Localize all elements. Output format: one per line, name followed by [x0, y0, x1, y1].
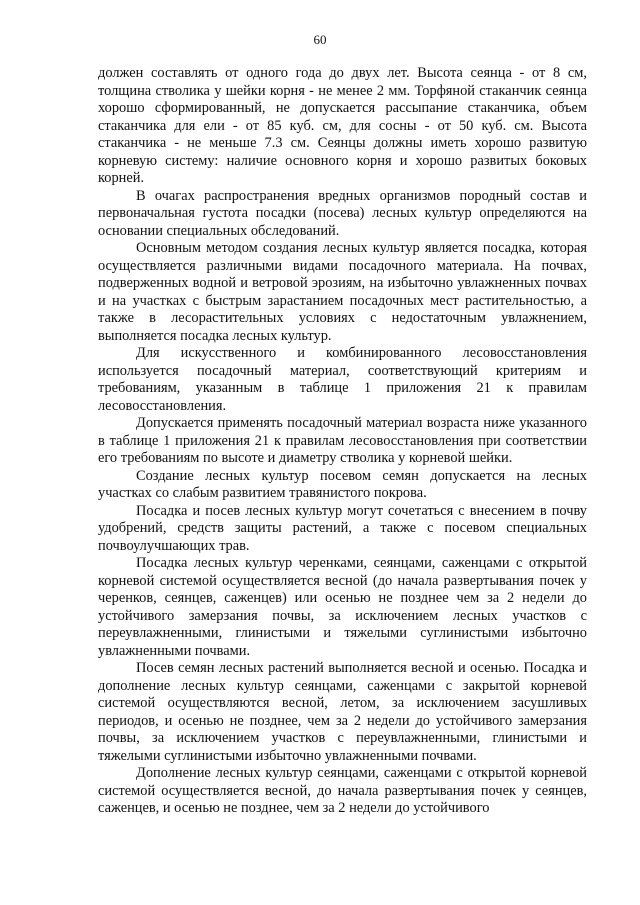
paragraph-pest-foci: В очагах распространения вредных организмов породный состав и первоначальная густота посадки (посева) лесных культур определяются на основании специальных обследований. — [98, 187, 587, 239]
page-number: 60 — [313, 32, 327, 47]
paragraph-supplementing: Дополнение лесных культур сеянцами, саженцами с открытой корневой системой осуществляется весной, до начала развертывания почек у сеянцев, саженцев, и осенью не позднее, чем за 2 недели до устойчивого — [98, 765, 587, 816]
paragraph-age-allowance: Допускается применять посадочный материал возраста ниже указанного в таблице 1 приложения 21 к правилам лесовосстановления при соответствии его требованиям по высоте и диаметру стволика у корневой шейки. — [98, 415, 587, 466]
paragraph-seasonal-sowing: Посев семян лесных растений выполняется весной и осенью. Посадка и дополнение лесных культур сеянцами, саженцами с закрытой корневой системой осуществляются весной, летом, за исключением засушливых периодов, и осенью не позднее, чем за 2 недели до устойчивого замерзания почвы, за исключением участков с переувлажненными, глинистыми и тяжелыми суглинистыми избыточно увлажненными почвами. — [98, 660, 587, 764]
paragraph-planting-material: Для искусственного и комбинированного лесовосстановления используется посадочный материал, соответствующий критериям и требованиям, указанным в таблице 1 приложения 21 к правилам лесовосстановления. — [98, 345, 587, 414]
document-body — [98, 65, 587, 818]
paragraph-open-root-planting: Посадка лесных культур черенками, сеянцами, саженцами с открытой корневой системой осуществляется весной (до начала развертывания почек у черенков, сеянцев, саженцев) или осенью не позднее чем за 2 недели до устойчивого замерзания почвы, за исключением лесных участков с переувлажненными, глинистыми и тяжелыми суглинистыми избыточно увлажненными почвами. — [98, 555, 587, 659]
paragraph-fertilizers: Посадка и посев лесных культур могут сочетаться с внесением в почву удобрений, средств защиты растений, а также с посевом специальных почвоулучшающих трав. — [98, 502, 587, 554]
paragraph-continuation: должен составлять от одного года до двух лет. Высота сеянца - от 8 см, толщина стволика у шейки корня - не менее 2 мм. Торфяной стаканчик сеянца хорошо сформированный, не допускается рассыпание стаканчика, объем стаканчика для ели - от 85 куб. см, для сосны - от 50 куб. см. Высота стаканчика - не меньше 7.3 см. Сеянцы должны иметь хорошо развитую корневую систему: наличие основного корня и хорошо развитых боковых корней. — [98, 65, 587, 186]
paragraph-seed-sowing: Создание лесных культур посевом семян допускается на лесных участках со слабым развитием травянистого покрова. — [98, 467, 587, 501]
paragraph-main-method: Основным методом создания лесных культур является посадка, которая осуществляется различными видами посадочного материала. На почвах, подверженных водной и ветровой эрозиям, на избыточно увлажненных почвах и на участках с быстрым зарастанием посадочных мест растительностью, а также в лесорастительных условиях с недостаточным увлажнением, выполняется посадка лесных культур. — [98, 240, 587, 344]
